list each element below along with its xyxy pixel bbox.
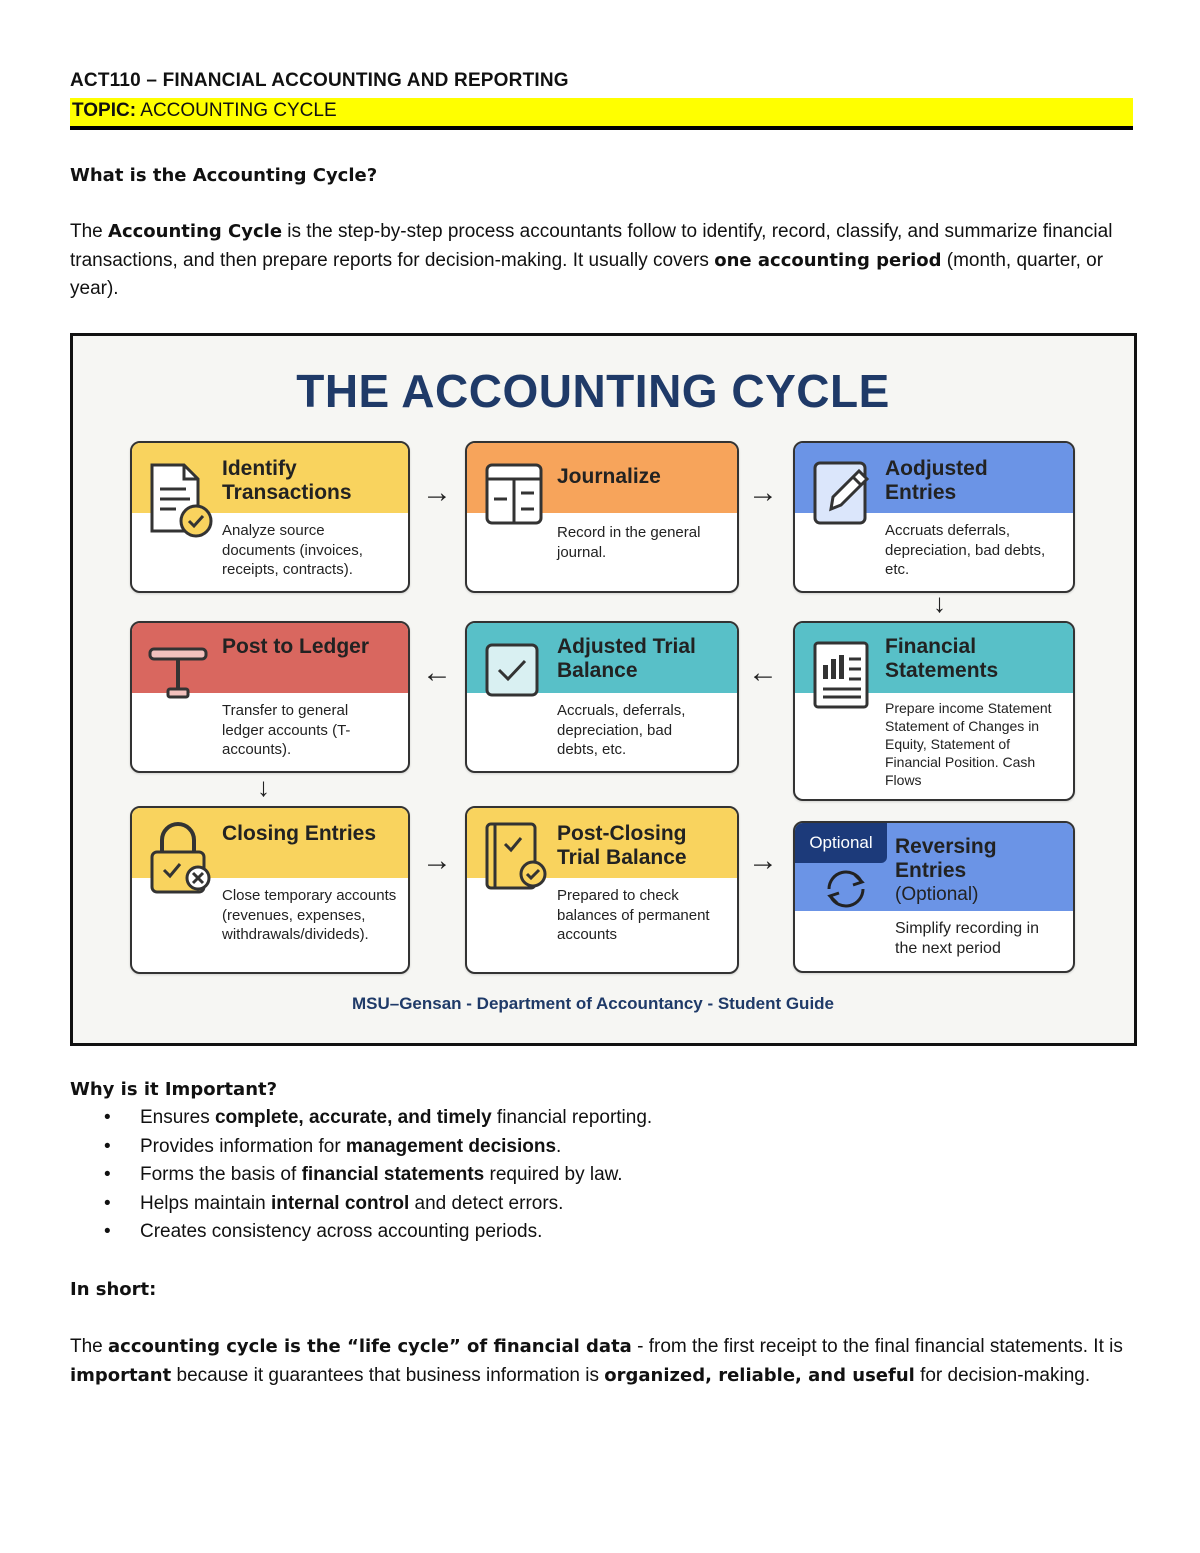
card-adjusted-trial-balance xyxy=(465,621,739,773)
card-description: Record in the general journal. xyxy=(557,524,701,561)
card-financial-statements xyxy=(793,621,1075,801)
topic-value: ACCOUNTING CYCLE xyxy=(140,100,337,121)
card-title: Post to Ledger xyxy=(222,635,370,658)
list-item: • Provides information for management decisions. xyxy=(70,1133,1134,1162)
list-item: • Creates consistency across accounting periods. xyxy=(70,1218,1134,1247)
card-title: Financial Statements xyxy=(885,635,999,682)
card-title: Reversing Entries xyxy=(895,835,997,882)
card-closing-entries xyxy=(130,806,410,974)
card-title: Identify Transactions xyxy=(222,457,352,504)
importance-heading: Why is it Important? xyxy=(70,1079,278,1100)
card-title: Closing Entries xyxy=(222,822,377,845)
document-check-icon xyxy=(146,461,216,541)
card-reversing-entries xyxy=(793,821,1075,973)
arrow-right-icon: → xyxy=(748,844,778,877)
report-chart-icon xyxy=(809,639,873,711)
figure-footer: MSU–Gensan - Department of Accountancy - Student Guide xyxy=(351,994,835,1013)
checkbox-icon xyxy=(481,639,543,701)
card-post-closing-trial-balance xyxy=(465,806,739,974)
card-title: Adjusted Trial Balance xyxy=(557,635,696,682)
card-title: Post-Closing Trial Balance xyxy=(557,822,687,869)
list-item: • Forms the basis of financial statements required by law. xyxy=(70,1161,1134,1190)
list-item: • Ensures complete, accurate, and timely financial reporting. xyxy=(70,1104,1134,1133)
card-description: Prepared to check balances of permanent accounts xyxy=(557,887,710,943)
card-title: Aodjusted Entries xyxy=(885,457,988,504)
refresh-icon xyxy=(821,867,871,911)
book-check-icon xyxy=(481,820,551,894)
padlock-icon xyxy=(146,820,214,898)
intro-question: What is the Accounting Cycle? xyxy=(70,165,378,186)
arrow-left-icon: ← xyxy=(422,656,452,689)
card-description: Prepare income Statement Statement of Changes in Equity, Statement of Financial Position. Cash Flows xyxy=(885,700,1052,788)
summary-paragraph: The accounting cycle is the “life cycle” of financial data - from the first receipt to the final financial statements. It is important because it guarantees that business information is organized, reliable, and useful for decision-making. xyxy=(70,1336,1123,1386)
list-item: • Helps maintain internal control and detect errors. xyxy=(70,1190,1134,1219)
card-description: Accruals, deferrals, depreciation, bad debts, etc. xyxy=(557,702,686,758)
topic-line xyxy=(72,100,337,122)
pencil-edit-icon xyxy=(809,457,875,529)
card-post-to-ledger xyxy=(130,621,410,773)
card-title: Journalize xyxy=(557,465,661,488)
arrow-down-icon: ↓ xyxy=(257,772,270,802)
summary-heading: In short: xyxy=(70,1279,157,1300)
card-description: Simplify recording in the next period xyxy=(895,920,1040,957)
arrow-right-icon: → xyxy=(748,476,778,509)
arrow-right-icon: → xyxy=(422,844,452,877)
intro-paragraph: The Accounting Cycle is the step-by-step process accountants follow to identify, record, classify, and summarize financial transactions, and then prepare reports for decision-making. It usually covers one accounting period (month, quarter, or year). xyxy=(70,221,1113,299)
journal-icon xyxy=(481,461,545,527)
arrow-right-icon: → xyxy=(422,476,452,509)
card-identify-transactions xyxy=(130,441,410,593)
t-account-icon xyxy=(146,643,214,703)
card-subtitle: (Optional) xyxy=(895,884,979,905)
card-adjusted-entries xyxy=(793,441,1075,593)
optional-badge: Optional xyxy=(795,823,887,863)
accounting-cycle-figure xyxy=(70,333,1137,1046)
course-title: ACT110 – FINANCIAL ACCOUNTING AND REPORTING xyxy=(70,70,569,91)
figure-title: THE ACCOUNTING CYCLE xyxy=(296,365,890,417)
topic-bar xyxy=(70,98,1133,130)
card-journalize xyxy=(465,441,739,593)
arrow-down-icon: ↓ xyxy=(933,588,946,618)
card-description: Transfer to general ledger accounts (T-accounts). xyxy=(222,702,351,758)
card-description: Analyze source documents (invoices, receipts, contracts). xyxy=(222,522,363,578)
topic-label: TOPIC: xyxy=(72,100,137,121)
card-description: Close temporary accounts (revenues, expenses, withdrawals/divideds). xyxy=(222,887,397,943)
importance-list xyxy=(70,1104,1134,1247)
card-description: Accruats deferrals, depreciation, bad debts, etc. xyxy=(885,522,1046,578)
arrow-left-icon: ← xyxy=(748,656,778,689)
